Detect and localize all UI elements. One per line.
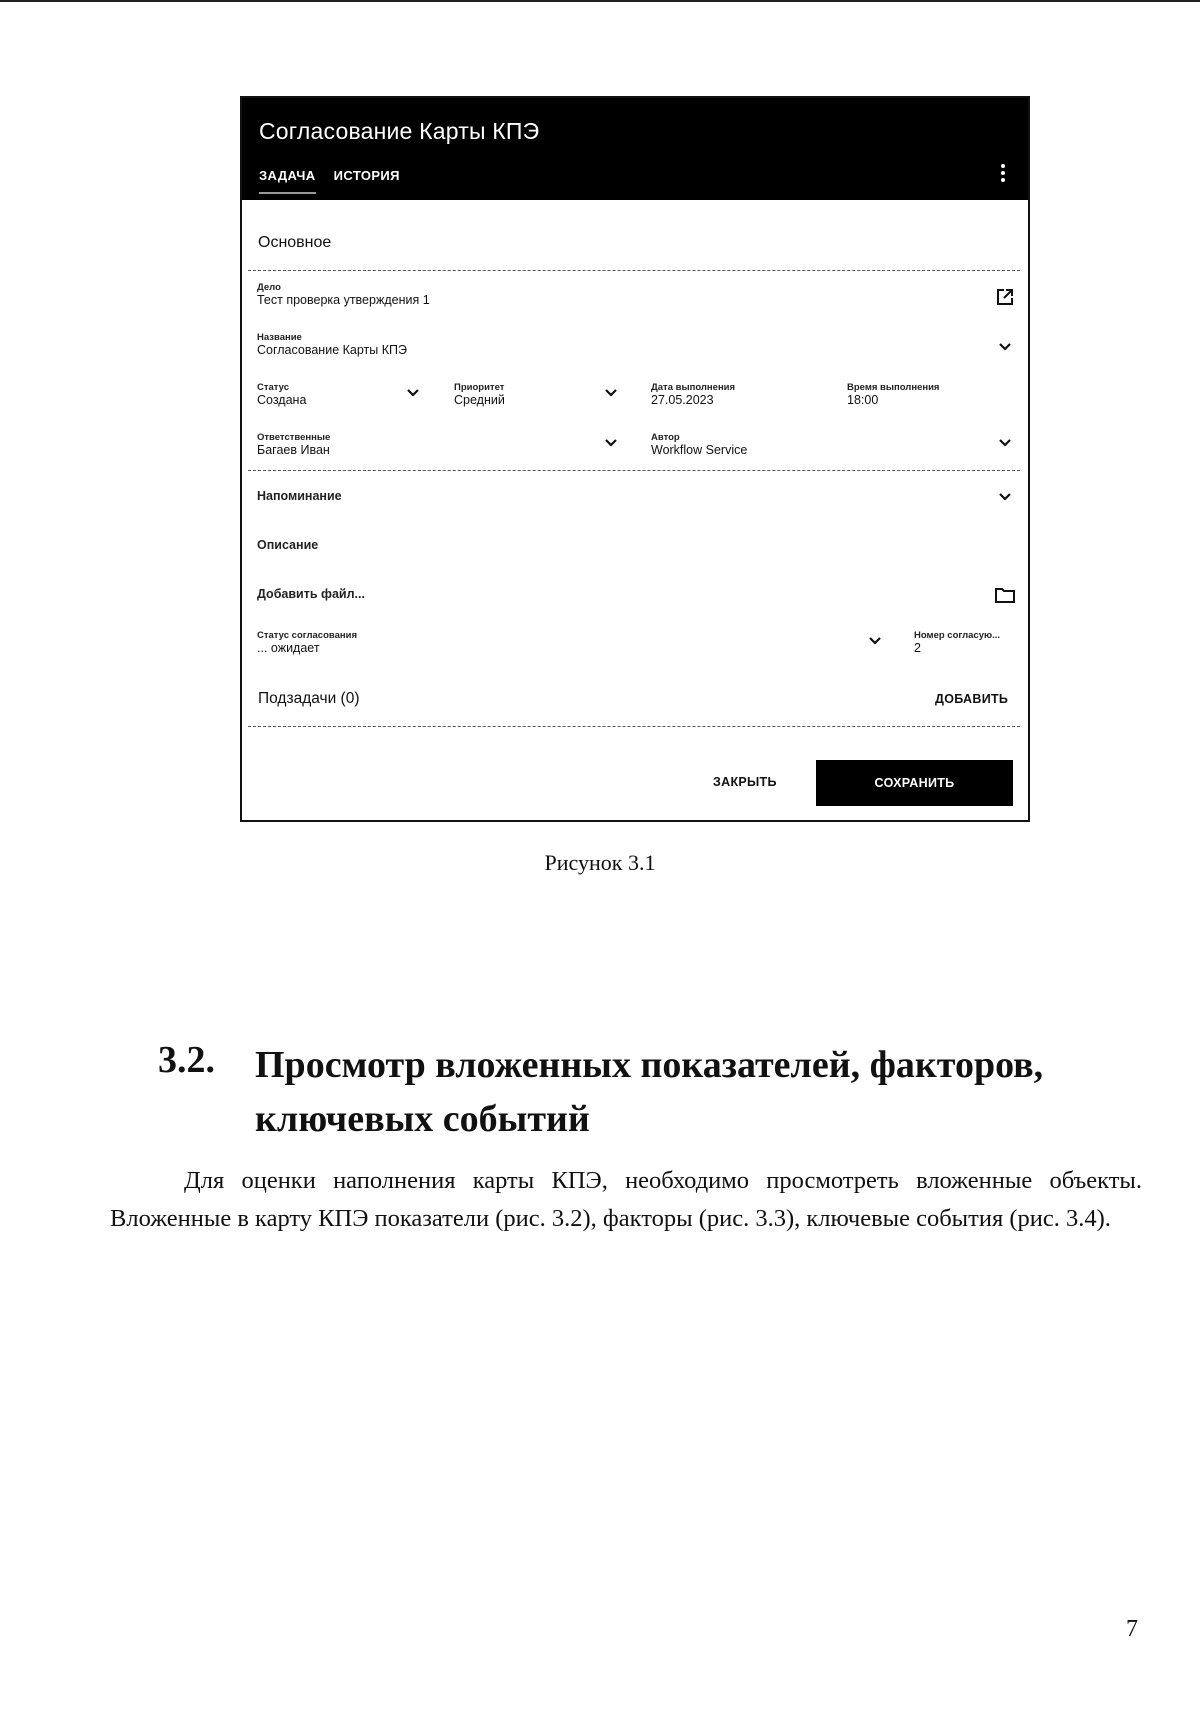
close-button[interactable]: ЗАКРЫТЬ	[713, 775, 777, 789]
add-subtask-button[interactable]: ДОБАВИТЬ	[935, 692, 1009, 706]
section-heading: Просмотр вложенных показателей, факторов, ключевых событий	[255, 1044, 1044, 1140]
open-external-icon[interactable]	[996, 288, 1014, 306]
divider	[248, 470, 1020, 471]
chevron-down-icon[interactable]	[998, 492, 1012, 502]
figure-caption: Рисунок 3.1	[544, 850, 656, 875]
description-field[interactable]: Описание	[257, 538, 319, 552]
priority-label: Приоритет	[454, 382, 505, 393]
approval-status-field[interactable]	[257, 630, 357, 656]
due-date-field[interactable]	[651, 382, 735, 408]
author-field[interactable]	[651, 432, 747, 458]
due-time-field[interactable]	[847, 382, 939, 408]
chevron-down-icon[interactable]	[998, 438, 1012, 448]
author-label: Автор	[651, 432, 680, 443]
responsible-field[interactable]	[257, 432, 330, 458]
due-time-value: 18:00	[847, 393, 879, 407]
more-menu-icon[interactable]	[1000, 164, 1006, 182]
page-number: 7	[1126, 1616, 1138, 1642]
case-field[interactable]	[257, 282, 430, 308]
case-label: Дело	[257, 282, 281, 293]
dialog-tabs	[259, 168, 414, 183]
status-value: Создана	[257, 393, 307, 407]
dialog-header	[242, 98, 1028, 200]
name-label: Название	[257, 332, 302, 343]
subtasks-title: Подзадачи (0)	[258, 690, 360, 707]
reminder-row[interactable]: Напоминание	[257, 489, 342, 503]
chevron-down-icon[interactable]	[604, 438, 618, 448]
approver-number-label: Номер согласую...	[914, 630, 1001, 641]
add-file-link[interactable]: Добавить файл...	[257, 587, 365, 601]
status-label: Статус	[257, 382, 290, 393]
tab-task[interactable]: ЗАДАЧА	[259, 168, 316, 183]
approver-number-field[interactable]	[914, 630, 1000, 656]
folder-icon[interactable]	[994, 586, 1016, 604]
task-dialog-screenshot	[240, 96, 1030, 822]
priority-field[interactable]	[454, 382, 505, 408]
responsible-label: Ответственные	[257, 432, 331, 443]
section-number: 3.2.	[158, 1039, 215, 1081]
divider	[248, 726, 1020, 727]
chevron-down-icon[interactable]	[604, 388, 618, 398]
due-date-label: Дата выполнения	[651, 382, 736, 393]
chevron-down-icon[interactable]	[406, 388, 420, 398]
due-time-label: Время выполнения	[847, 382, 940, 393]
tab-history[interactable]: ИСТОРИЯ	[333, 168, 400, 183]
body-paragraph: Для оценки наполнения карты КПЭ, необходимо просмотреть вложенные объекты. Вложенные в карту КПЭ показатели (рис. 3.2), факторы (рис. 3.3), ключевые события (рис. 3.4).	[110, 1167, 1142, 1232]
divider	[248, 270, 1020, 271]
chevron-down-icon[interactable]	[868, 636, 882, 646]
approval-status-label: Статус согласования	[257, 630, 357, 641]
case-value: Тест проверка утверждения 1	[257, 293, 430, 307]
save-button[interactable]: СОХРАНИТЬ	[816, 760, 1013, 806]
dialog-title: Согласование Карты КПЭ	[259, 118, 540, 144]
approver-number-value: 2	[914, 641, 921, 655]
chevron-down-icon[interactable]	[998, 342, 1012, 352]
name-value: Согласование Карты КПЭ	[257, 343, 407, 357]
name-field[interactable]	[257, 332, 407, 358]
top-rule	[0, 0, 1200, 2]
status-field[interactable]	[257, 382, 306, 408]
due-date-value: 27.05.2023	[651, 393, 714, 407]
section-main-title: Основное	[258, 234, 332, 251]
priority-value: Средний	[454, 393, 505, 407]
approval-status-value: ... ожидает	[257, 641, 320, 655]
author-value: Workflow Service	[651, 443, 748, 457]
responsible-value: Багаев Иван	[257, 443, 330, 457]
